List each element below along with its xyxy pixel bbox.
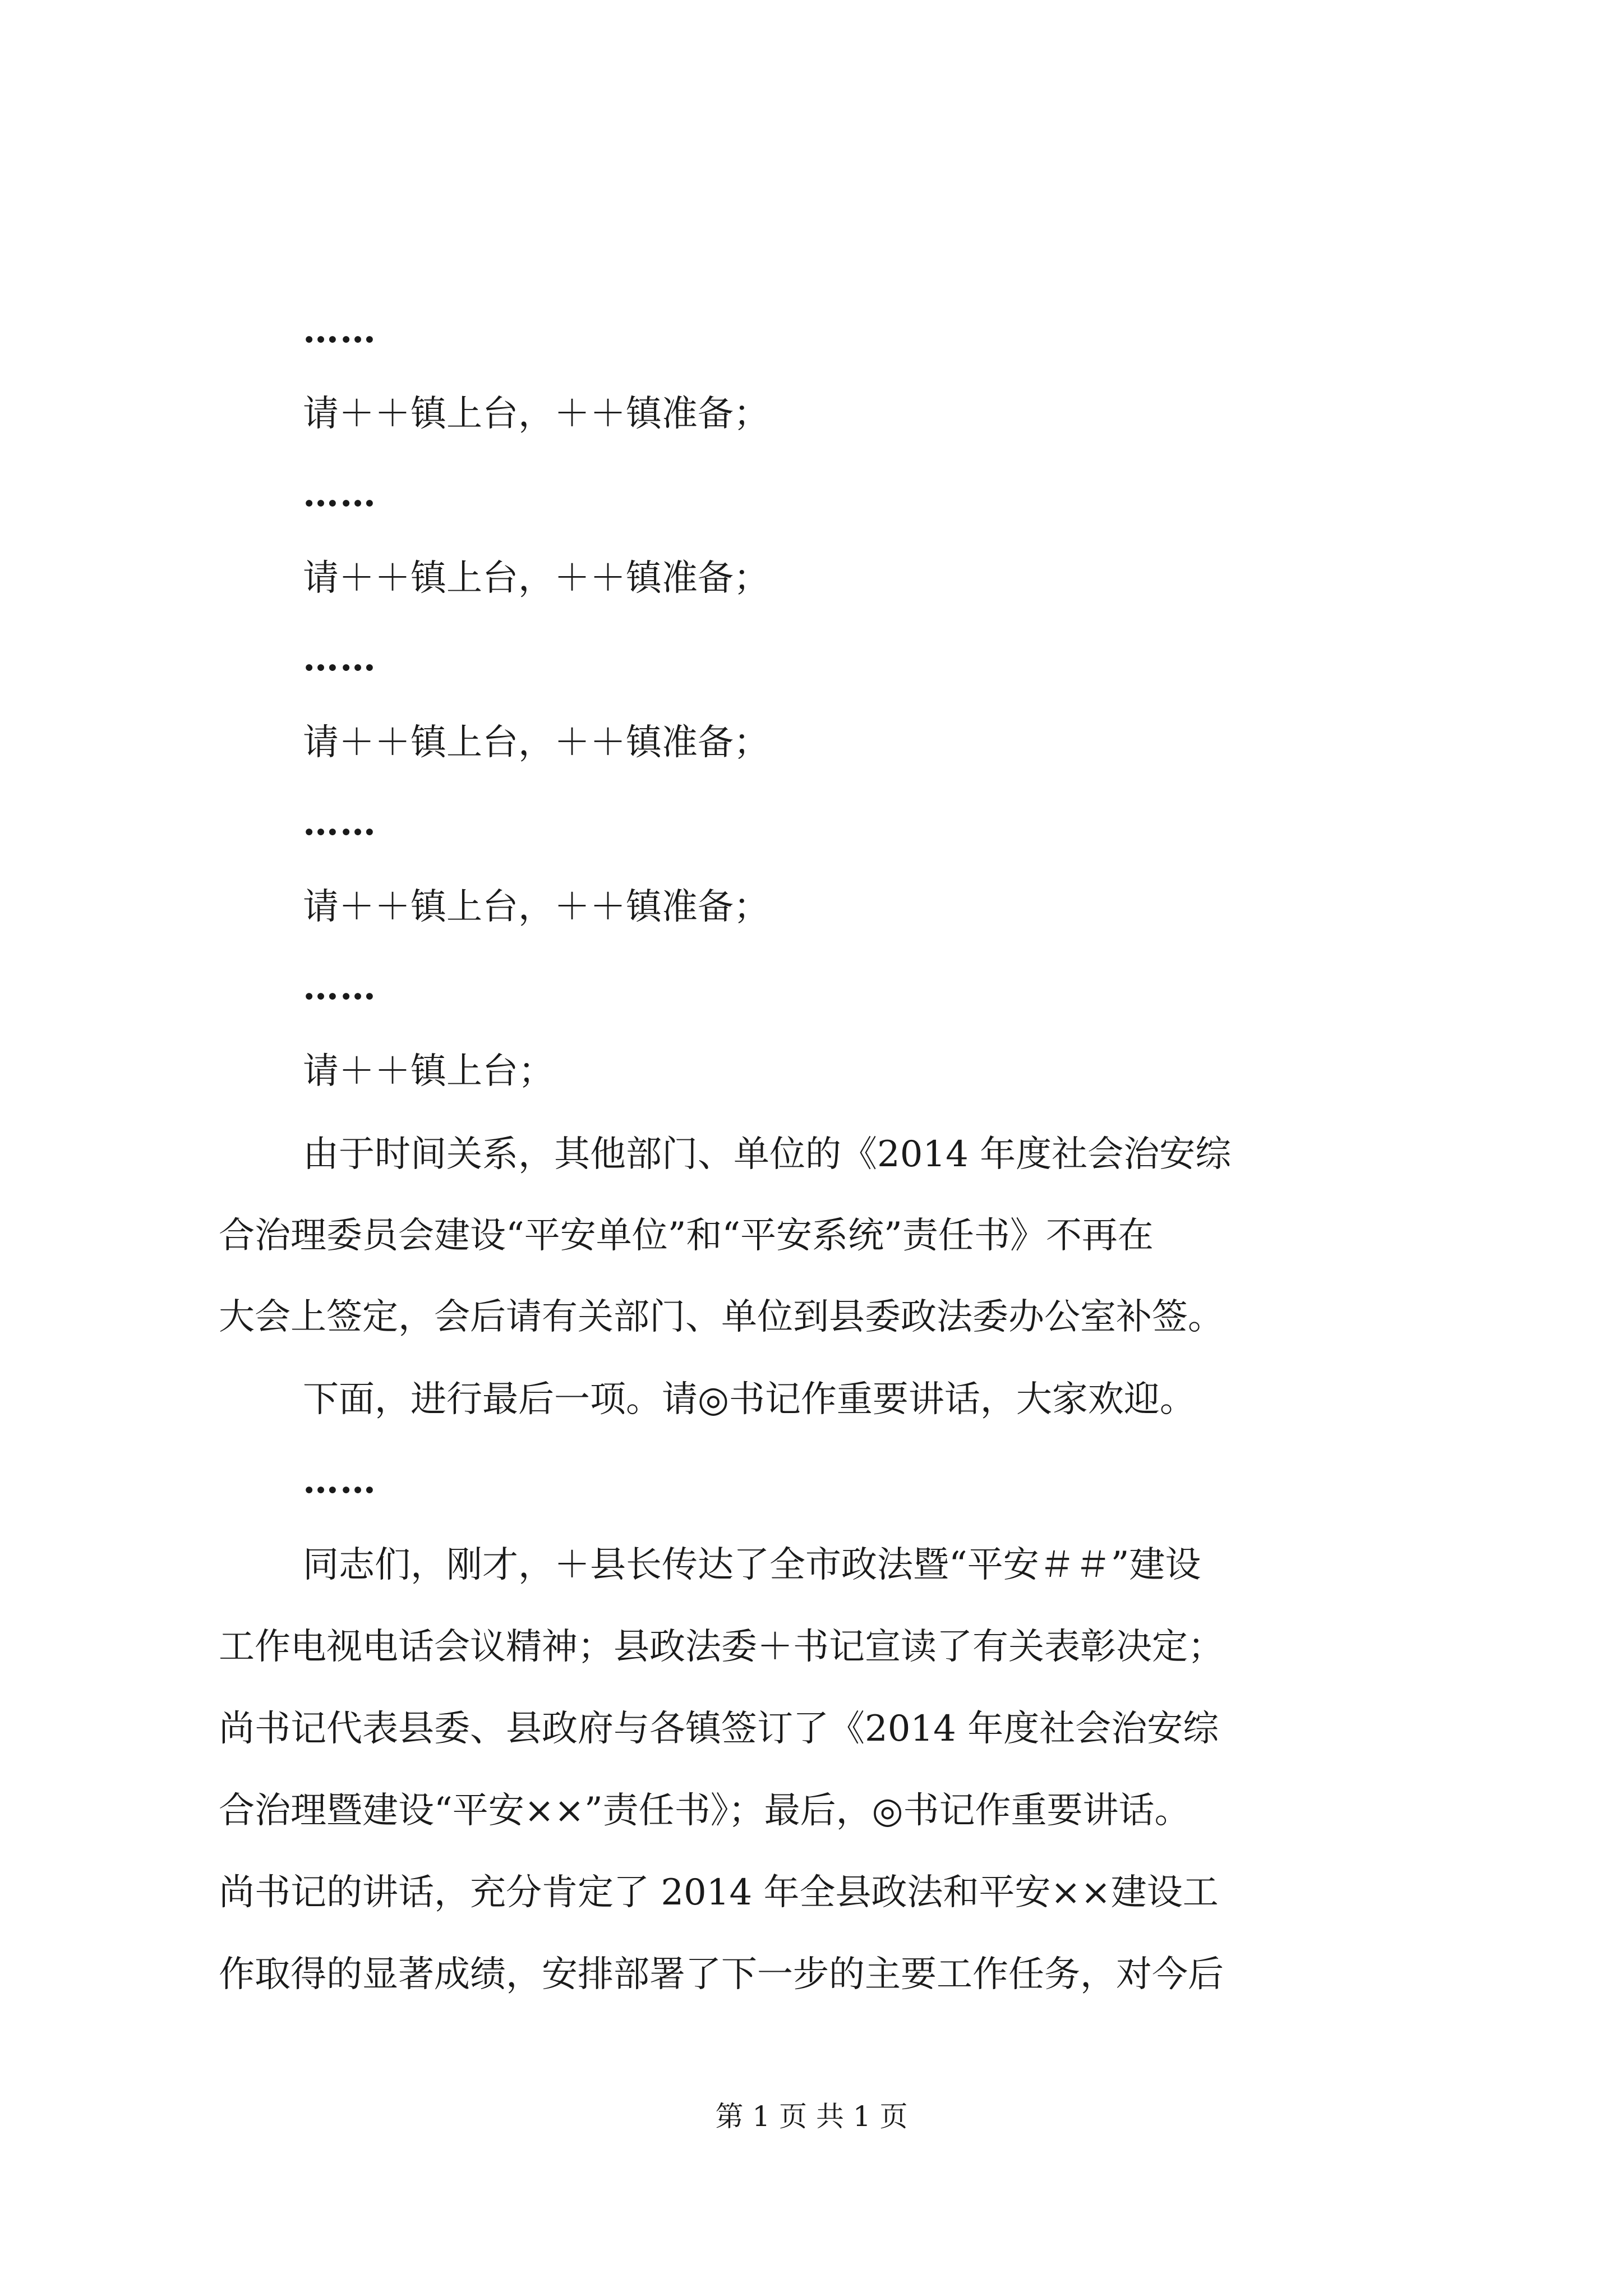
paragraph-line: 请＋＋镇上台，＋＋镇准备； [303,886,769,928]
paragraph-line: 大会上签定，会后请有关部门、单位到县委政法委办公室补签。 [219,1296,1224,1338]
paragraph-line: 请＋＋镇上台，＋＋镇准备； [303,393,769,435]
paragraph-line: 请＋＋镇上台，＋＋镇准备； [303,722,769,763]
paragraph-line: 合治理委员会建设“平安单位”和“平安系统”责任书》不再在 [219,1215,1154,1257]
paragraph-line: 请＋＋镇上台； [303,1051,554,1092]
page-footer: 第 1 页 共 1 页 [715,2100,908,2133]
ellipsis-line: …… [303,802,377,844]
ellipsis-line: …… [303,309,377,351]
ellipsis-line: …… [303,966,377,1008]
paragraph-line: 尚书记代表县委、县政府与各镇签订了《2014 年度社会治安综 [219,1708,1219,1750]
paragraph-line: 尚书记的讲话，充分肯定了 2014 年全县政法和平安××建设工 [219,1872,1219,1913]
ellipsis-line: …… [303,1460,377,1502]
paragraph-line: 作取得的显著成绩，安排部署了下一步的主要工作任务，对今后 [219,1954,1224,1995]
paragraph-line: 下面，进行最后一项。请◎书记作重要讲话，大家欢迎。 [303,1379,1196,1420]
paragraph-line: 由于时间关系，其他部门、单位的《2014 年度社会治安综 [303,1134,1232,1175]
paragraph-line: 同志们，刚才，＋县长传达了全市政法暨“平安＃＃”建设 [303,1544,1201,1586]
paragraph-line: 工作电视电话会议精神；县政法委＋书记宣读了有关表彰决定； [219,1626,1224,1668]
paragraph-line: 合治理暨建设“平安××”责任书》；最后，◎书记作重要讲话。 [219,1790,1191,1832]
paragraph-line: 请＋＋镇上台，＋＋镇准备； [303,558,769,599]
ellipsis-line: …… [303,637,377,679]
ellipsis-line: …… [303,473,377,515]
